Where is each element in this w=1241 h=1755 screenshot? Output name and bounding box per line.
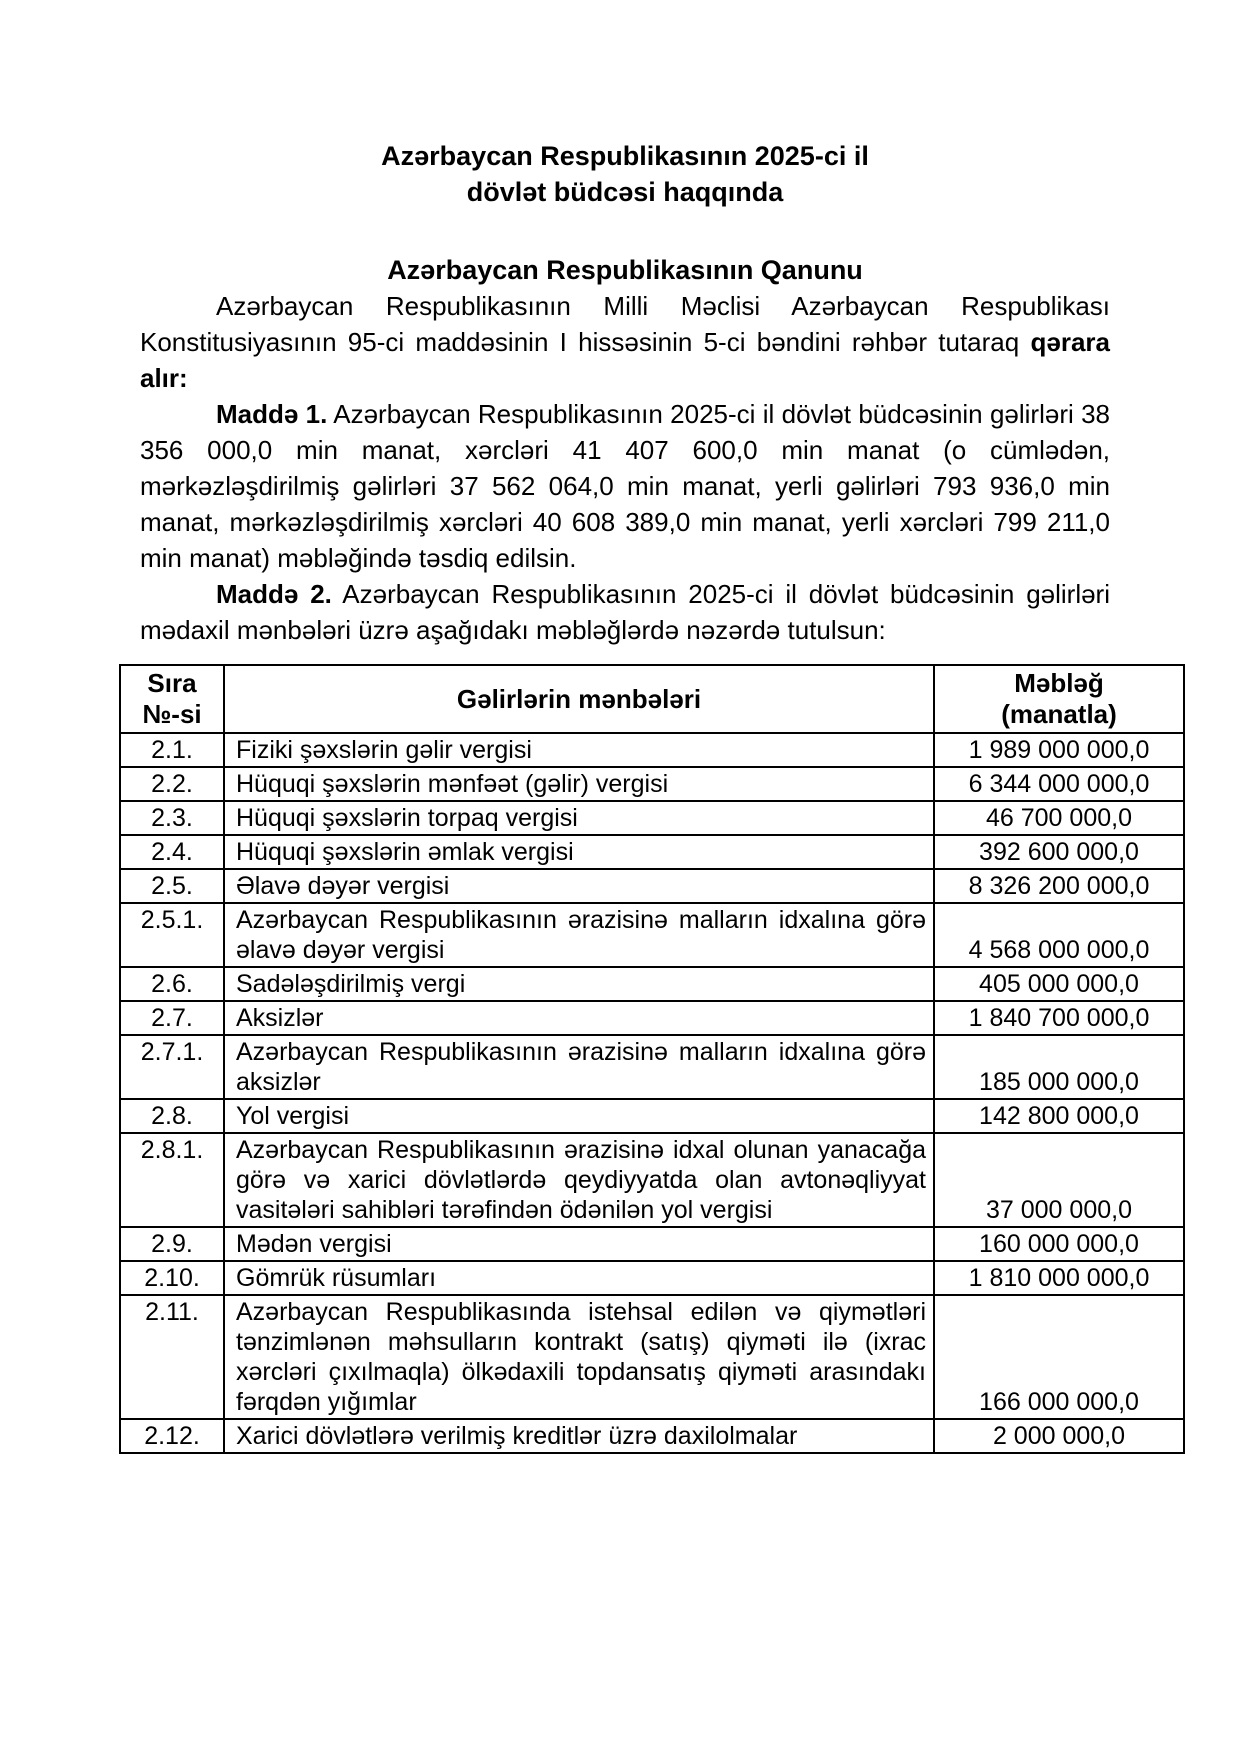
table-row [120, 1295, 1184, 1419]
source-cell: Hüquqi şəxslərin torpaq vergisi [224, 801, 934, 835]
row-number-cell: 2.4. [120, 835, 224, 869]
article-2-paragraph [140, 576, 1110, 648]
amount-cell: 405 000 000,0 [934, 967, 1184, 1001]
article-2-text: Azərbaycan Respublikasının 2025-ci il dövlət büdcəsinin gəlirləri mədaxil mənbələri üzrə aşağıdakı məbləğlərdə nəzərdə tutulsun: [140, 579, 1110, 645]
amount-cell: 6 344 000 000,0 [934, 767, 1184, 801]
source-cell: Yol vergisi [224, 1099, 934, 1133]
table-row [120, 1133, 1184, 1227]
row-number-cell: 2.7.1. [120, 1035, 224, 1099]
table-row [120, 1227, 1184, 1261]
header-cell-number [120, 665, 224, 733]
table-row [120, 1099, 1184, 1133]
table-header-row [120, 665, 1184, 733]
amount-cell: 392 600 000,0 [934, 835, 1184, 869]
amount-cell: 4 568 000 000,0 [934, 903, 1184, 967]
preamble-paragraph [140, 288, 1110, 396]
source-cell: Xarici dövlətlərə verilmiş kreditlər üzrə daxilolmalar [224, 1419, 934, 1453]
revenue-sources-table [119, 664, 1185, 1454]
amount-cell: 185 000 000,0 [934, 1035, 1184, 1099]
row-number-cell: 2.9. [120, 1227, 224, 1261]
row-number-cell: 2.8.1. [120, 1133, 224, 1227]
source-cell: Gömrük rüsumları [224, 1261, 934, 1295]
article-1-label: Maddə 1. [216, 399, 328, 429]
source-cell: Azərbaycan Respublikasının ərazisinə malların idxalına görə əlavə dəyər vergisi [224, 903, 934, 967]
amount-cell: 160 000 000,0 [934, 1227, 1184, 1261]
source-cell: Fiziki şəxslərin gəlir vergisi [224, 733, 934, 767]
source-cell: Hüquqi şəxslərin əmlak vergisi [224, 835, 934, 869]
header-amount-line2: (manatla) [1001, 699, 1117, 729]
amount-cell: 166 000 000,0 [934, 1295, 1184, 1419]
source-cell: Mədən vergisi [224, 1227, 934, 1261]
row-number-cell: 2.1. [120, 733, 224, 767]
document-title-line2: dövlət büdcəsi haqqında [466, 177, 784, 207]
table-row [120, 767, 1184, 801]
row-number-cell: 2.2. [120, 767, 224, 801]
amount-cell: 1 989 000 000,0 [934, 733, 1184, 767]
preamble-bold-text: qərara alır: [140, 327, 1110, 393]
table-row [120, 1035, 1184, 1099]
row-number-cell: 2.10. [120, 1261, 224, 1295]
amount-cell: 8 326 200 000,0 [934, 869, 1184, 903]
article-1-text: Azərbaycan Respublikasının 2025-ci il dövlət büdcəsinin gəlirləri 38 356 000,0 min manat, xərcləri 41 407 600,0 min manat (o cümlədən, mərkəzləşdirilmiş gəlirləri 37 562 064,0 min manat, yerli gəlirləri 793 936,0 min manat, mərkəzləşdirilmiş xərcləri 40 608 389,0 min manat, yerli xərcləri 799 211,0 min manat) məbləğində təsdiq edilsin. [140, 399, 1110, 573]
source-cell: Azərbaycan Respublikasının ərazisinə idxal olunan yanacağa görə və xarici dövlətlərdə qeydiyyatda olan avtonəqliyyat vasitələri sahibləri tərəfindən ödənilən yol vergisi [224, 1133, 934, 1227]
table-row [120, 835, 1184, 869]
source-cell: Azərbaycan Respublikasının ərazisinə malların idxalına görə aksizlər [224, 1035, 934, 1099]
table-row [120, 1419, 1184, 1453]
row-number-cell: 2.5.1. [120, 903, 224, 967]
amount-cell: 2 000 000,0 [934, 1419, 1184, 1453]
source-cell: Sadələşdirilmiş vergi [224, 967, 934, 1001]
article-2-label: Maddə 2. [216, 579, 332, 609]
table-row [120, 967, 1184, 1001]
document-title-line1: Azərbaycan Respublikasının 2025-ci il [381, 141, 869, 171]
table-row [120, 903, 1184, 967]
amount-cell: 46 700 000,0 [934, 801, 1184, 835]
table-row [120, 869, 1184, 903]
row-number-cell: 2.6. [120, 967, 224, 1001]
source-cell: Hüquqi şəxslərin mənfəət (gəlir) vergisi [224, 767, 934, 801]
header-number-line1: Sıra [147, 668, 197, 698]
amount-cell: 142 800 000,0 [934, 1099, 1184, 1133]
table-row [120, 801, 1184, 835]
header-cell-source: Gəlirlərin mənbələri [224, 665, 934, 733]
article-1-paragraph [140, 396, 1110, 576]
amount-cell: 1 810 000 000,0 [934, 1261, 1184, 1295]
header-number-line2: №-si [142, 699, 202, 729]
header-cell-amount [934, 665, 1184, 733]
row-number-cell: 2.7. [120, 1001, 224, 1035]
amount-cell: 1 840 700 000,0 [934, 1001, 1184, 1035]
row-number-cell: 2.5. [120, 869, 224, 903]
table-row [120, 1001, 1184, 1035]
row-number-cell: 2.12. [120, 1419, 224, 1453]
source-cell: Əlavə dəyər vergisi [224, 869, 934, 903]
preamble-text: Azərbaycan Respublikasının Milli Məclisi Azərbaycan Respublikası Konstitusiyasının 95-ci maddəsinin I hissəsinin 5-ci bəndini rəhbər tutaraq [140, 291, 1110, 357]
source-cell: Azərbaycan Respublikasında istehsal edilən və qiymətləri tənzimlənən məhsulların kontrakt (satış) qiyməti ilə (ixrac xərcləri çıxılmaqla) ölkədaxili topdansatış qiyməti arasındakı fərqdən yığımlar [224, 1295, 934, 1419]
row-number-cell: 2.11. [120, 1295, 224, 1419]
document-title [140, 138, 1110, 210]
row-number-cell: 2.8. [120, 1099, 224, 1133]
row-number-cell: 2.3. [120, 801, 224, 835]
header-amount-line1: Məbləğ [1014, 668, 1104, 698]
source-cell: Aksizlər [224, 1001, 934, 1035]
table-row [120, 1261, 1184, 1295]
table-row [120, 733, 1184, 767]
law-subtitle: Azərbaycan Respublikasının Qanunu [387, 255, 863, 285]
amount-cell: 37 000 000,0 [934, 1133, 1184, 1227]
